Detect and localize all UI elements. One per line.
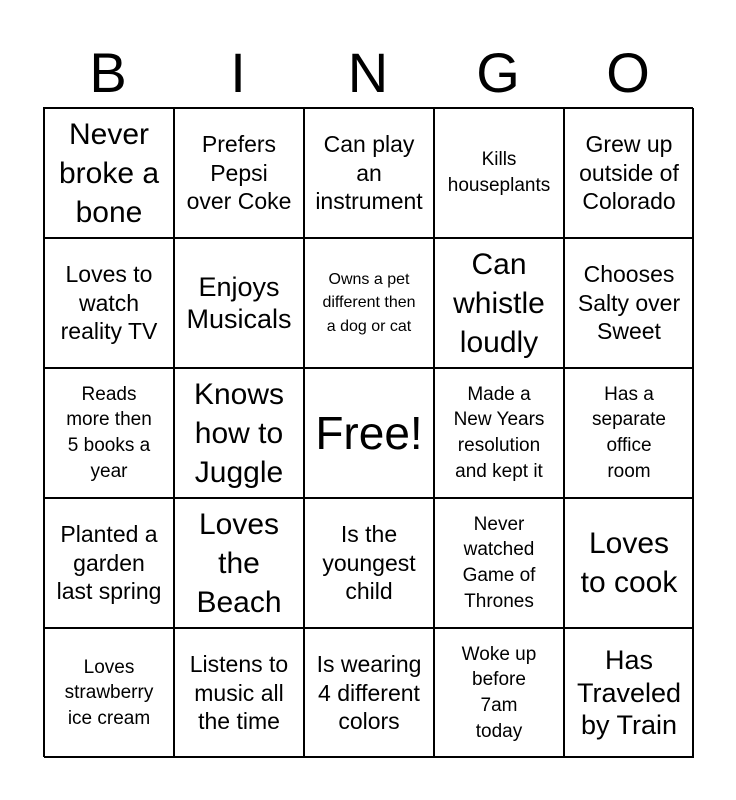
cell-label: Grew up outside of Colorado [579,130,679,215]
bingo-cell[interactable] [434,238,564,368]
free-space-cell[interactable] [304,368,434,498]
bingo-cell[interactable] [44,108,174,238]
bingo-cell[interactable] [174,238,304,368]
cell-label: Can play an instrument [315,130,423,215]
bingo-cell[interactable] [304,238,434,368]
bingo-cell[interactable] [174,498,304,628]
bingo-cell[interactable] [44,628,174,758]
cell-label: Reads more then 5 books a year [66,383,152,482]
bingo-cell[interactable] [434,368,564,498]
cell-label: Prefers Pepsi over Coke [186,130,292,215]
cell-label: Is the youngest child [322,520,416,605]
bingo-title [43,40,693,106]
cell-label: Has a separate office room [592,383,666,482]
bingo-cell[interactable] [44,368,174,498]
bingo-cell[interactable] [174,368,304,498]
cell-label: Chooses Salty over Sweet [577,260,681,345]
cell-label: Planted a garden last spring [56,520,162,605]
cell-label: Never watched Game of Thrones [462,513,536,612]
bingo-cell[interactable] [434,498,564,628]
cell-label: Enjoys Musicals [186,271,292,334]
cell-label: Owns a pet different then a dog or cat [322,271,416,335]
title-letter-b: B [89,41,127,104]
title-letter-n: N [347,41,389,104]
bingo-cell[interactable] [564,628,694,758]
cell-label: Kills houseplants [447,149,551,196]
cell-label: Listens to music all the time [189,650,289,735]
bingo-cell[interactable] [44,238,174,368]
bingo-cell[interactable] [174,628,304,758]
bingo-cell[interactable] [174,108,304,238]
bingo-cell[interactable] [564,108,694,238]
cell-label: Can whistle loudly [453,247,545,359]
bingo-cell[interactable] [434,628,564,758]
cell-label: Made a New Years resolution and kept it [453,383,545,482]
cell-label: Free! [315,406,423,459]
bingo-cell[interactable] [304,498,434,628]
cell-label: Loves to watch reality TV [60,260,158,345]
bingo-cell[interactable] [434,108,564,238]
cell-label: Loves strawberry ice cream [64,656,154,729]
bingo-cell[interactable] [564,238,694,368]
bingo-cell[interactable] [44,498,174,628]
cell-label: Is wearing 4 different colors [316,650,422,735]
bingo-cell[interactable] [304,108,434,238]
cell-label: Loves the Beach [196,507,282,619]
cell-label: Has Traveled by Train [576,645,682,741]
title-letter-g: G [476,41,520,104]
bingo-board [43,107,693,757]
cell-label: Never broke a bone [58,117,160,229]
cell-label: Woke up before 7am today [461,643,537,742]
title-letter-o: O [606,41,650,104]
bingo-cell[interactable] [304,628,434,758]
title-letter-i: I [230,41,246,104]
cell-label: Loves to cook [580,527,678,599]
cell-label: Knows how to Juggle [193,377,285,489]
bingo-cell[interactable] [564,368,694,498]
bingo-cell[interactable] [564,498,694,628]
